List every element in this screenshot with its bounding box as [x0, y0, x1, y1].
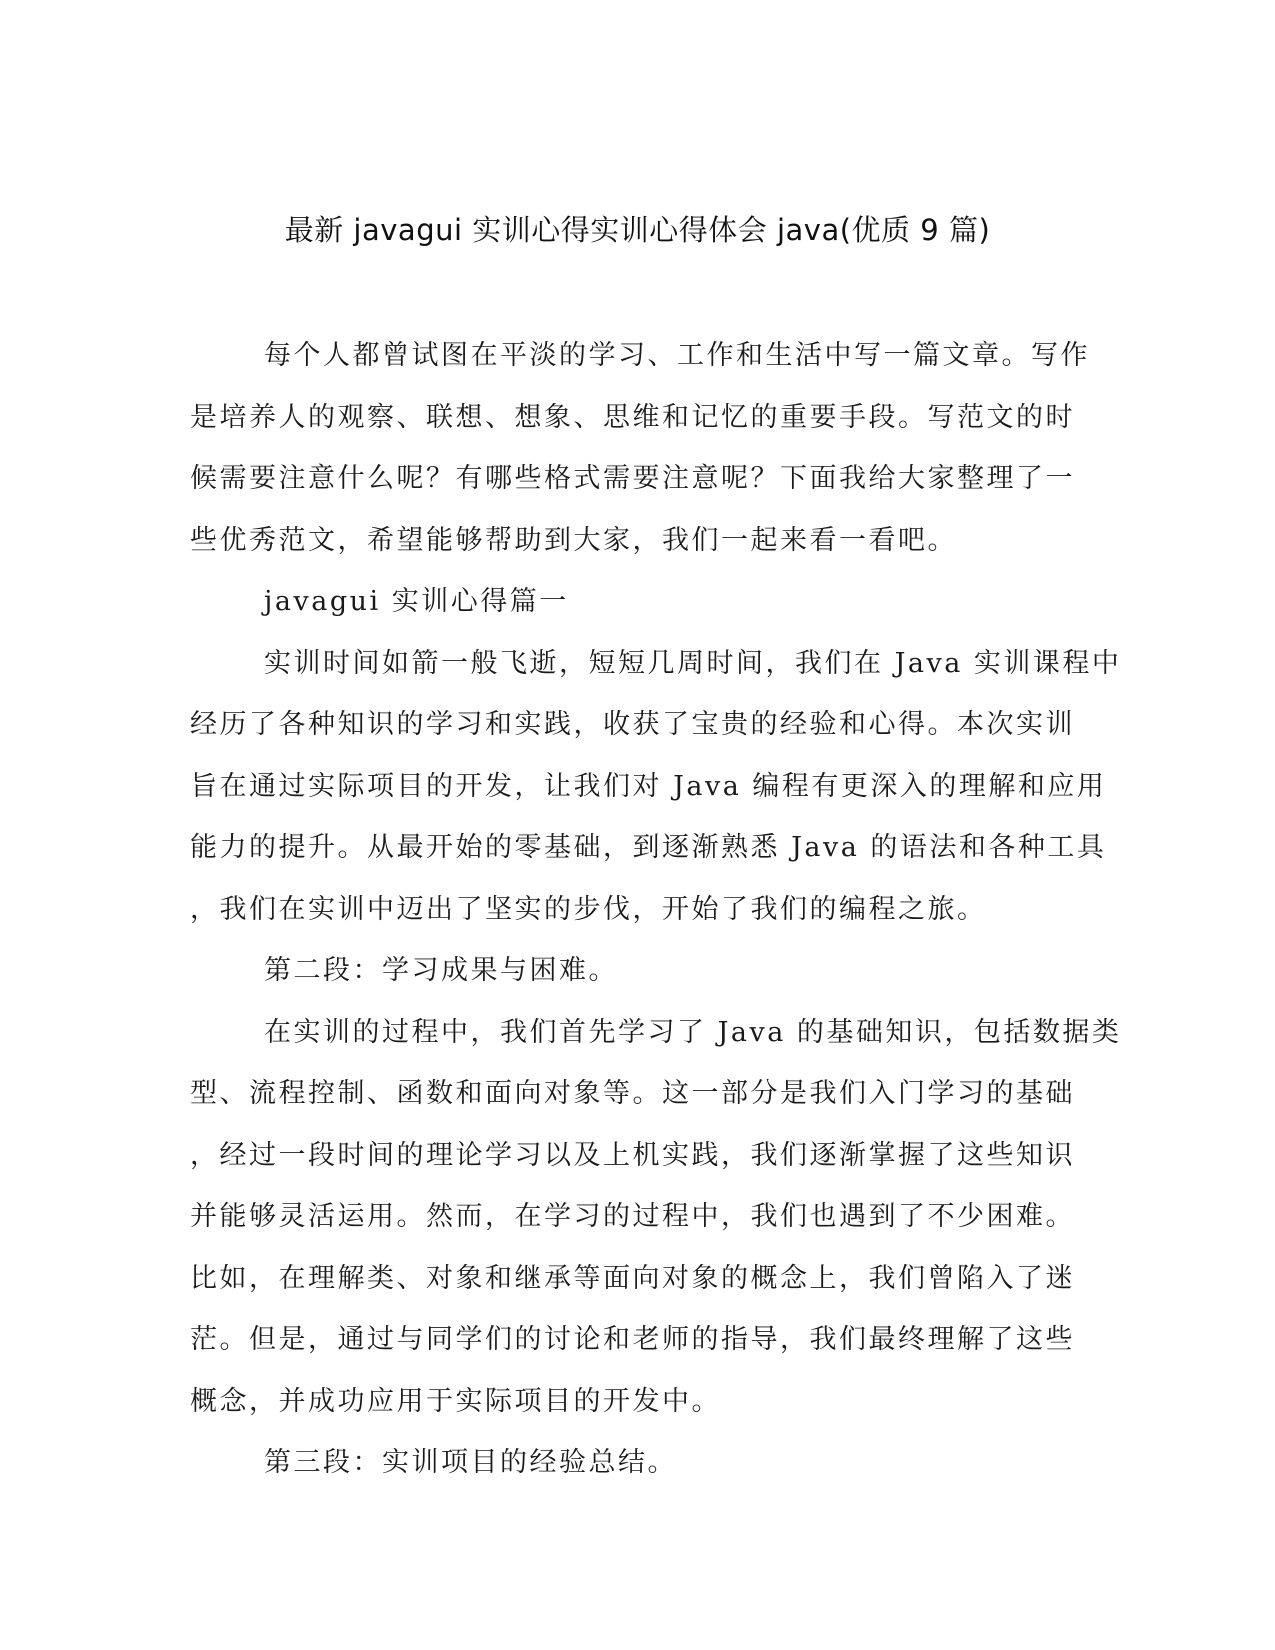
paragraph-line: 是培养人的观察、联想、想象、思维和记忆的重要手段。写范文的时 — [190, 401, 1075, 433]
paragraph-line: 经历了各种知识的学习和实践，收获了宝贵的经验和心得。本次实训 — [190, 709, 1075, 740]
section-heading: javagui 实训心得篇一 — [264, 586, 569, 617]
paragraph-line: 候需要注意什么呢？有哪些格式需要注意呢？下面我给大家整理了一 — [190, 463, 1075, 494]
document-title: 最新 javagui 实训心得实训心得体会 java(优质 9 篇) — [284, 213, 991, 247]
paragraph-line: ，经过一段时间的理论学习以及上机实践，我们逐渐掌握了这些知识 — [190, 1139, 1075, 1171]
paragraph-line: 比如，在理解类、对象和继承等面向对象的概念上，我们曾陷入了迷 — [190, 1262, 1075, 1294]
section-heading: 第二段：学习成果与困难。 — [264, 955, 618, 986]
paragraph-line: 每个人都曾试图在平淡的学习、工作和生活中写一篇文章。写作 — [264, 340, 1090, 371]
paragraph-line: 旨在通过实际项目的开发，让我们对 Java 编程有更深入的理解和应用 — [190, 770, 1107, 802]
paragraph-line: 能力的提升。从最开始的零基础，到逐渐熟悉 Java 的语法和各种工具 — [190, 832, 1107, 863]
document-body — [190, 325, 1122, 1494]
paragraph-line: 茫。但是，通过与同学们的讨论和老师的指导，我们最终理解了这些 — [190, 1324, 1075, 1355]
paragraph-line: 在实训的过程中，我们首先学习了 Java 的基础知识，包括数据类 — [264, 1016, 1122, 1048]
paragraph-line: 概念，并成功应用于实际项目的开发中。 — [190, 1385, 721, 1417]
paragraph-line: 实训时间如箭一般飞逝，短短几周时间，我们在 Java 实训课程中 — [264, 647, 1122, 679]
section-heading: 第三段：实训项目的经验总结。 — [264, 1447, 677, 1478]
paragraph-line: 型、流程控制、函数和面向对象等。这一部分是我们入门学习的基础 — [190, 1078, 1075, 1109]
paragraph-line: ，我们在实训中迈出了坚实的步伐，开始了我们的编程之旅。 — [190, 893, 987, 925]
paragraph-line: 些优秀范文，希望能够帮助到大家，我们一起来看一看吧。 — [190, 524, 957, 556]
paragraph-line: 并能够灵活运用。然而，在学习的过程中，我们也遇到了不少困难。 — [190, 1201, 1075, 1232]
